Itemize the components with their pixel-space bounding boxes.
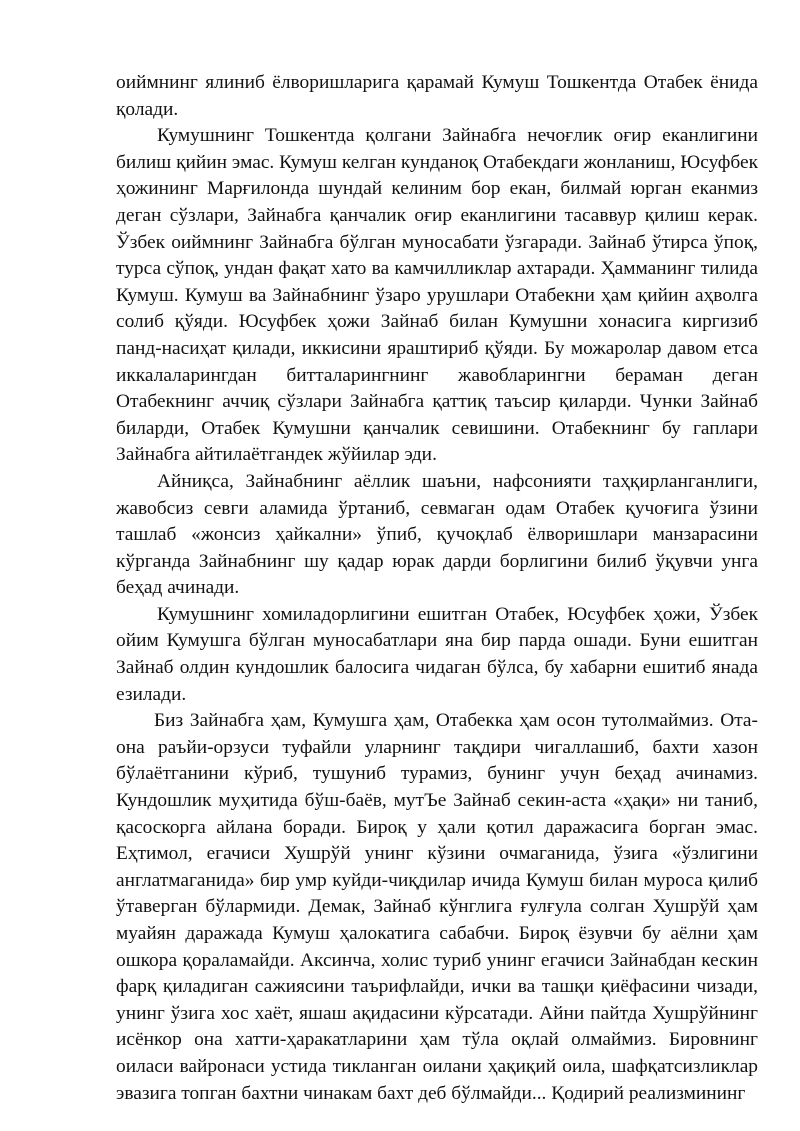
- paragraph-3: Айниқса, Зайнабнинг аёллик шаъни, нафсонияти таҳқирланганлиги, жавобсиз севги аламида ўртаниб, севмаган одам Отабек қучоғига ўзини ташлаб «жонсиз ҳайкални» ўпиб, қучоқлаб ёлворишлари манзарасини кўрганда Зайнабнинг шу қадар юрак дарди борлигини билиб ўқувчи унга беҳад ачинади.: [116, 470, 758, 599]
- paragraph-5: Биз Зайнабга ҳам, Кумушга ҳам, Отабекка ҳам осон тутолмаймиз. Ота-она раъйи-орзуси туфайли уларнинг тақдири чигаллашиб, бахти хазон бўлаётганини кўриб, тушуниб турамиз, бунинг учун беҳад ачинамиз. Кундошлик муҳитида бўш-баёв, мутЪе Зайнаб секин-аста «ҳақи» ни таниб, қасоскорга айлана боради. Бироқ у ҳали қотил даражасига борган эмас. Еҳтимол, егачиси Хушрўй унинг кўзини очмаганида, ўзига «ўзлигини англатмаганида» бир умр куйди-чиқдилар ичида Кумуш билан муроса қилиб ўтаверган бўлармиди. Демак, Зайнаб кўнглига ғулғула солган Хушрўй ҳам муайян даражада Кумуш ҳалокатига сабабчи. Бироқ ёзувчи бу аёлни ҳам ошкора қораламайди. Аксинча, холис туриб унинг егачиси Зайнабдан кескин фарқ қиладиган сажиясини таърифлайди, ички ва ташқи қиёфасини чизади, унинг ўзига хос хаёт, яшаш ақидасини кўрсатади. Айни пайтда Хушрўйнинг исёнкор она хатти-ҳаракатларини ҳам тўла оқлай олмаймиз. Бировнинг оиласи вайронаси устида тикланган оилани ҳақиқий оила, шафқатсизликлар эвазига топган бахтни чинакам бахт деб бўлмайди... Қодирий реализмининг: [116, 710, 758, 1104]
- paragraph-2: Кумушнинг Тошкентда қолгани Зайнабга нечоғлик оғир еканлигини билиш қийин эмас. Кумуш келган кунданоқ Отабекдаги жонланиш, Юсуфбек ҳожининг Марғилонда шундай келиним бор екан, билмай юрган еканмиз деган сўзлари, Зайнабга қанчалик оғир еканлигини тасаввур қилиш керак. Ўзбек оиймнинг Зайнабга бўлган муносабати ўзгаради. Зайнаб ўтирса ўпоқ, турса сўпоқ, ундан фақат хато ва камчилликлар ахтаради. Ҳамманинг тилида Кумуш. Кумуш ва Зайнабнинг ўзаро урушлари Отабекни ҳам қийин аҳволга солиб қўяди. Юсуфбек ҳожи Зайнаб билан Кумушни хонасига киргизиб панд-насиҳат қилади, иккисини яраштириб қўяди. Бу можаролар давом етса иккалаларингдан битталарингнинг жавобларингни бераман деган Отабекнинг аччиқ сўзлари Зайнабга қаттиқ таъсир қиларди. Чунки Зайнаб биларди, Отабек Кумушни қанчалик севишини. Отабекнинг бу гаплари Зайнабга айтилаётгандек жўйилар эди.: [116, 125, 758, 466]
- paragraph-1: оиймнинг ялиниб ёлворишларига қарамай Кумуш Тошкентда Отабек ёнида қолади.: [116, 72, 758, 120]
- document-page: [116, 70, 758, 1107]
- paragraph-4: Кумушнинг хомиладорлигини ешитган Отабек, Юсуфбек ҳожи, Ўзбек ойим Кумушга бўлган муносабатлари яна бир парда ошади. Буни ешитган Зайнаб олдин кундошлик балосига чидаган бўлса, бу хабарни ешитиб янада езилади.: [116, 603, 758, 705]
